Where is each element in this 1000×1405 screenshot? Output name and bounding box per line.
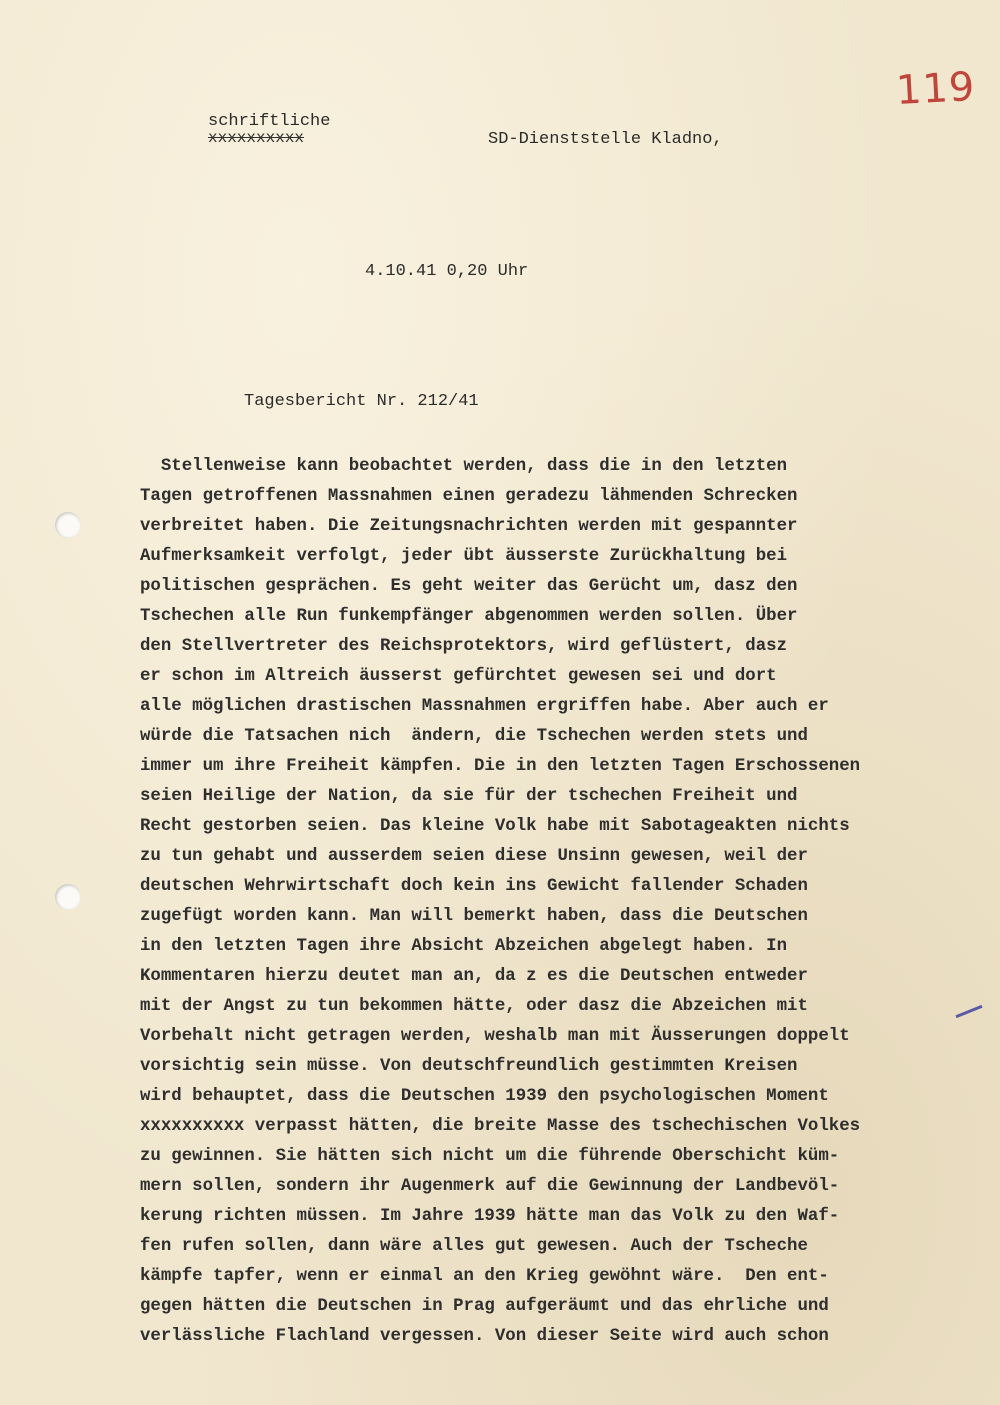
date-time: 4.10.41 0,20 Uhr — [365, 262, 529, 281]
body-line: zu gewinnen. Sie hätten sich nicht um die führende Oberschicht küm- — [140, 1147, 840, 1166]
body-line: Stellenweise kann beobachtet werden, dass die in den letzten — [140, 457, 788, 476]
report-title: Tagesbericht Nr. 212/41 — [244, 392, 479, 411]
body-line: wird behauptet, dass die Deutschen 1939 den psychologischen Moment — [140, 1087, 829, 1106]
body-line: xxxxxxxxxx verpasst hätten, die breite Masse des tschechischen Volkes — [140, 1117, 861, 1136]
body-line: Vorbehalt nicht getragen werden, weshalb man mit Äusserungen doppelt — [140, 1027, 850, 1046]
body-line: alle möglichen drastischen Massnahmen ergriffen habe. Aber auch er — [140, 697, 829, 716]
punch-hole — [55, 884, 81, 910]
body-line: kerung richten müssen. Im Jahre 1939 hätte man das Volk zu den Waf- — [140, 1207, 840, 1226]
report-body — [140, 452, 985, 1352]
body-line: Tagen getroffenen Massnahmen einen geradezu lähmenden Schrecken — [140, 487, 798, 506]
body-line: mern sollen, sondern ihr Augenmerk auf die Gewinnung der Landbevöl- — [140, 1177, 840, 1196]
body-line: seien Heilige der Nation, da sie für der tschechen Freiheit und — [140, 787, 798, 806]
body-line: in den letzten Tagen ihre Absicht Abzeichen abgelegt haben. In — [140, 937, 788, 956]
body-line: Recht gestorben seien. Das kleine Volk habe mit Sabotageakten nichts — [140, 817, 850, 836]
body-line: Kommentaren hierzu deutet man an, da z es die Deutschen entweder — [140, 967, 808, 986]
body-line: zu tun gehabt und ausserdem seien diese Unsinn gewesen, weil der — [140, 847, 808, 866]
body-line: den Stellvertreter des Reichsprotektors, wird geflüstert, dasz — [140, 637, 788, 656]
body-line: deutschen Wehrwirtschaft doch kein ins Gewicht fallender Schaden — [140, 877, 808, 896]
body-line: gegen hätten die Deutschen in Prag aufgeräumt und das ehrliche und — [140, 1297, 829, 1316]
body-line: Aufmerksamkeit verfolgt, jeder übt äusserste Zurückhaltung bei — [140, 547, 788, 566]
header-left-label: schriftliche — [208, 112, 331, 131]
header-left-struck-text: xxxxxxxxxx — [208, 129, 305, 147]
folio-number: 119 — [894, 63, 977, 115]
body-line: würde die Tatsachen nich ändern, die Tschechen werden stets und — [140, 727, 808, 746]
body-line: Tschechen alle Run funkempfänger abgenommen werden sollen. Über — [140, 607, 798, 626]
header-office: SD-Dienststelle Kladno, — [488, 130, 723, 149]
body-line: zugefügt worden kann. Man will bemerkt haben, dass die Deutschen — [140, 907, 808, 926]
body-line: kämpfe tapfer, wenn er einmal an den Krieg gewöhnt wäre. Den ent- — [140, 1267, 829, 1286]
body-line: verlässliche Flachland vergessen. Von dieser Seite wird auch schon — [140, 1327, 829, 1346]
header-left — [208, 112, 330, 147]
body-line: verbreitet haben. Die Zeitungsnachrichten werden mit gespannter — [140, 517, 798, 536]
body-line: immer um ihre Freiheit kämpfen. Die in den letzten Tagen Erschossenen — [140, 757, 861, 776]
body-line: politischen gesprächen. Es geht weiter das Gerücht um, dasz den — [140, 577, 798, 596]
body-line: er schon im Altreich äusserst gefürchtet gewesen sei und dort — [140, 667, 777, 686]
punch-hole — [55, 512, 81, 538]
body-line: mit der Angst zu tun bekommen hätte, oder dasz die Abzeichen mit — [140, 997, 808, 1016]
body-line: fen rufen sollen, dann wäre alles gut gewesen. Auch der Tscheche — [140, 1237, 808, 1256]
body-line: vorsichtig sein müsse. Von deutschfreundlich gestimmten Kreisen — [140, 1057, 798, 1076]
